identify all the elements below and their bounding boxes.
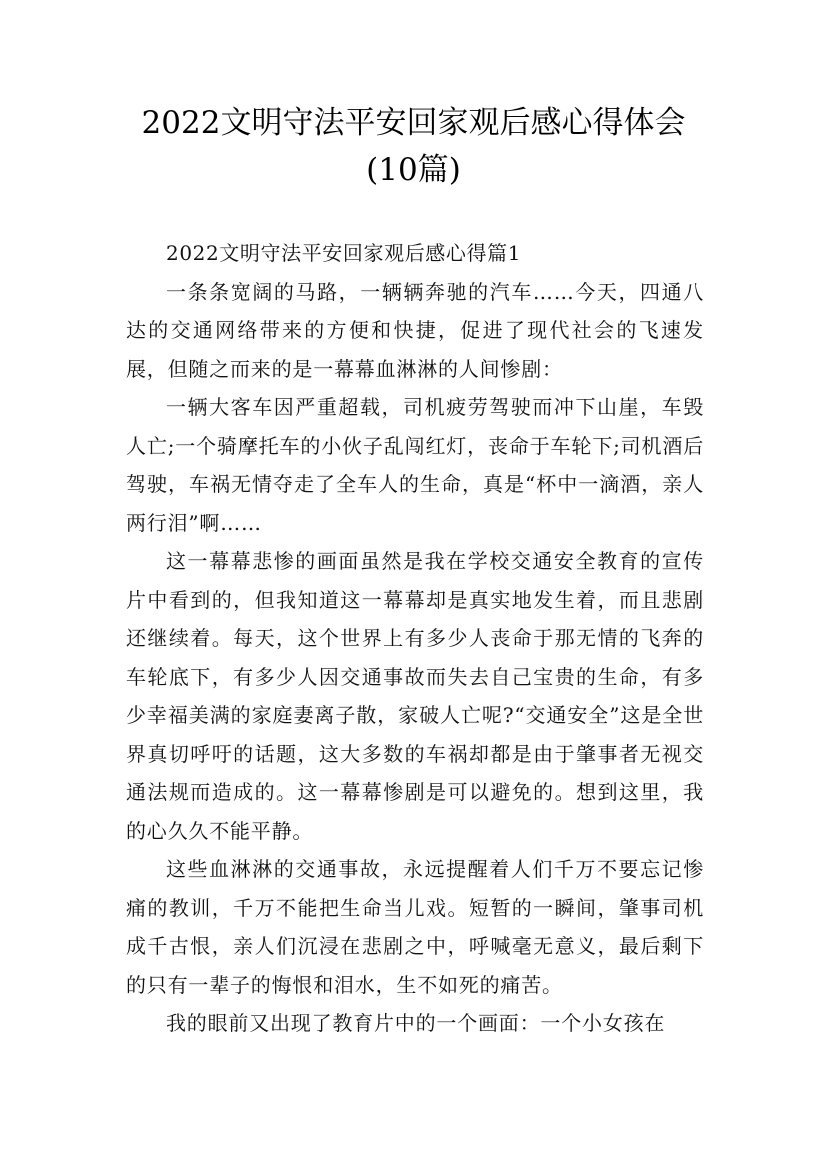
paragraph-1: 一条条宽阔的马路，一辆辆奔驰的汽车……今天，四通八达的交通网络带来的方便和快捷，促进了现代社会的飞速发展，但随之而来的是一幕幕血淋淋的人间惨剧： [126, 279, 704, 381]
paragraph-2: 一辆大客车因严重超载，司机疲劳驾驶而冲下山崖，车毁人亡;一个骑摩托车的小伙子乱闯红灯，丧命于车轮下;司机酒后驾驶，车祸无情夺走了全车人的生命，真是“杯中一滴酒，亲人两行泪”啊…… [126, 395, 704, 535]
paragraph-4: 这些血淋淋的交通事故，永远提醒着人们千万不要忘记惨痛的教训，千万不能把生命当儿戏。短暂的一瞬间，肇事司机成千古恨，亲人们沉浸在悲剧之中，呼喊毫无意义，最后剩下的只有一辈子的悔恨和泪水，生不如死的痛苦。 [126, 857, 704, 997]
paragraph-5: 我的眼前又出现了教育片中的一个画面：一个小女孩在 [166, 1011, 666, 1035]
section-heading: 2022文明守法平安回家观后感心得篇1 [166, 241, 522, 265]
paragraph-3: 这一幕幕悲惨的画面虽然是我在学校交通安全教育的宣传片中看到的，但我知道这一幕幕却是真实地发生着，而且悲剧还继续着。每天，这个世界上有多少人丧命于那无情的飞奔的车轮底下，有多少人因交通事故而失去自己宝贵的生命，有多少幸福美满的家庭妻离子散，家破人亡呢?“交通安全”这是全世界真切呼吁的话题，这大多数的车祸却都是由于肇事者无视交通法规而造成的。这一幕幕惨剧是可以避免的。想到这里，我的心久久不能平静。 [126, 549, 704, 843]
document-body [126, 234, 704, 1043]
document-title: 2022文明守法平安回家观后感心得体会(10篇) [141, 105, 686, 188]
